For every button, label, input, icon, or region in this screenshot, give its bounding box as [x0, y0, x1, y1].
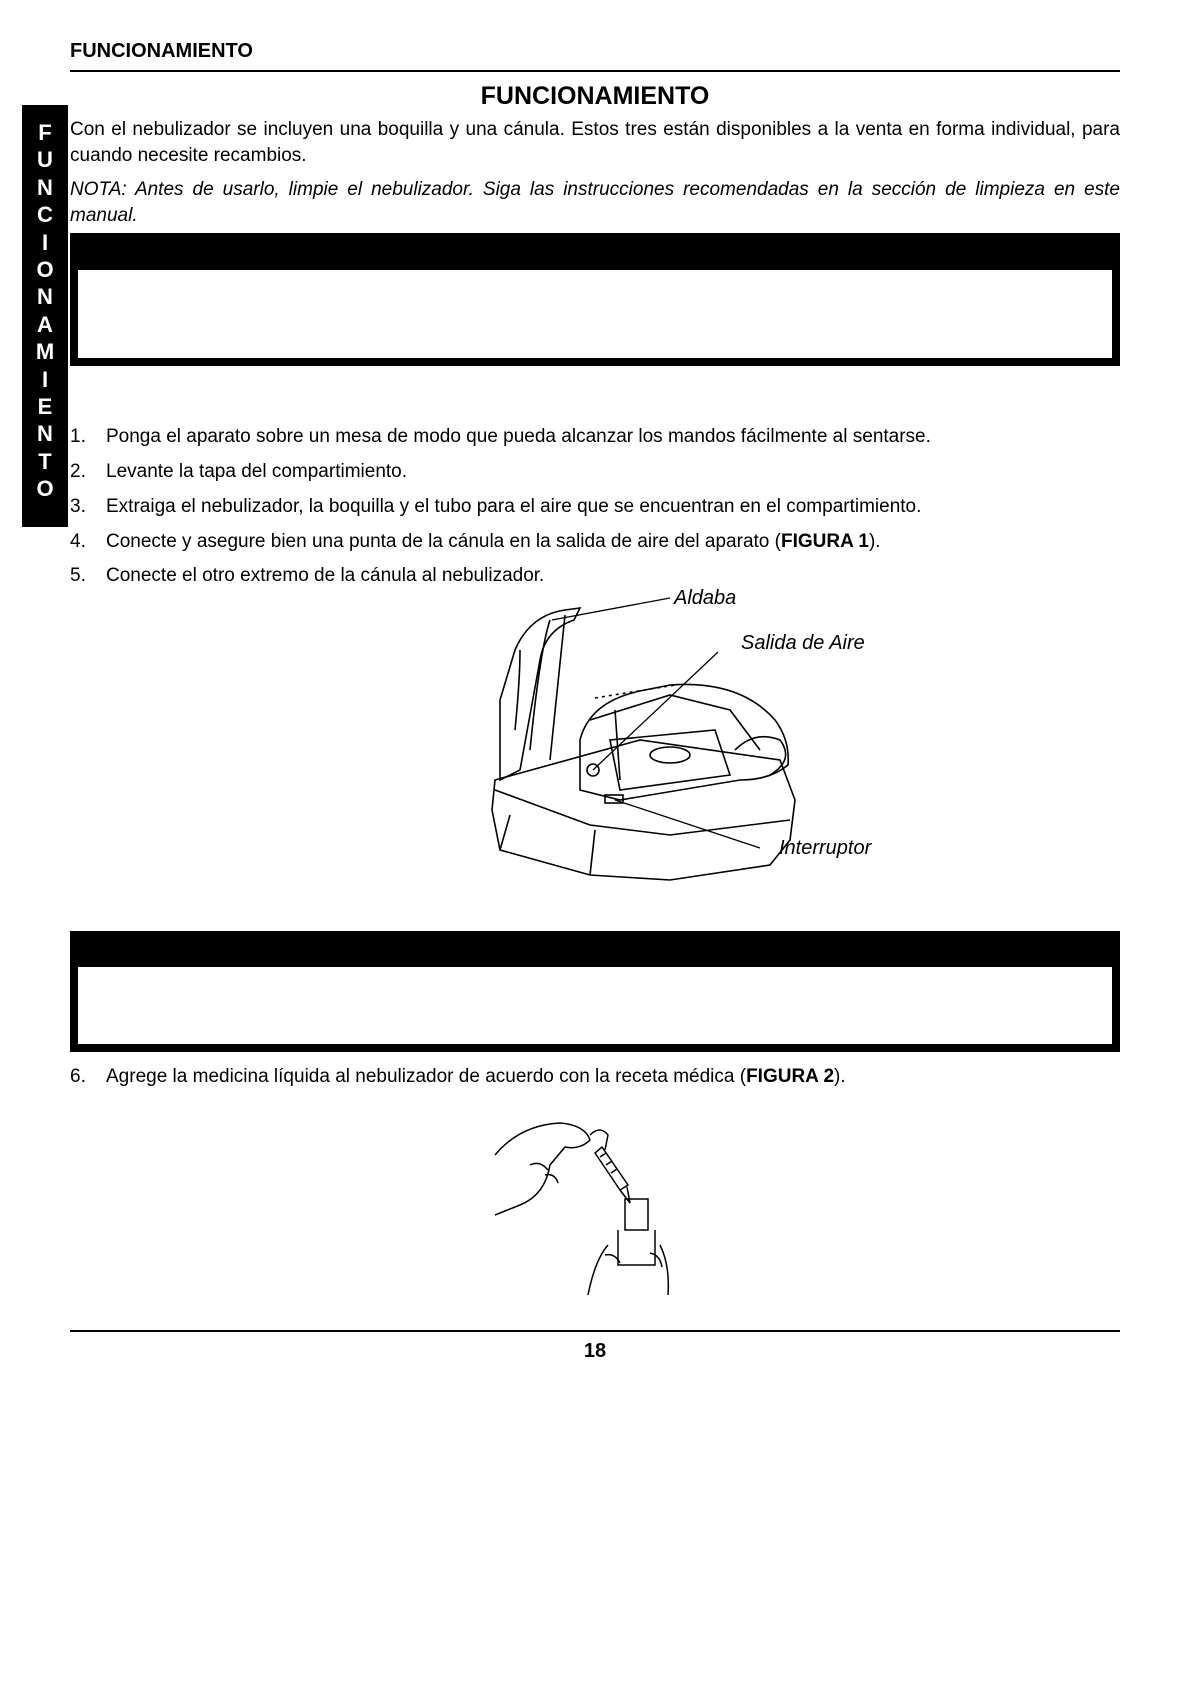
figure1-label-switch: Interruptor	[779, 837, 872, 859]
warning-box-2-body	[78, 967, 1112, 1044]
side-tab-letter: N	[37, 174, 53, 200]
page-title: FUNCIONAMIENTO	[480, 82, 710, 110]
step-text: Conecte y asegure bien una punta de la cánula en la salida de aire del aparato (	[106, 531, 781, 552]
step-number: 3.	[70, 496, 86, 517]
header-divider	[70, 70, 1120, 72]
step-3	[70, 494, 1120, 520]
side-tab-letter: T	[38, 448, 52, 474]
side-tab-letter: N	[37, 284, 53, 310]
step-text: Extraiga el nebulizador, la boquilla y el tubo para el aire que se encuentran en el compartimiento.	[106, 496, 922, 517]
note-paragraph: NOTA: Antes de usarlo, limpie el nebulizador. Siga las instrucciones recomendadas en la sección de limpieza en este manual.	[70, 179, 1120, 226]
step-4	[70, 529, 1120, 555]
step-text: Levante la tapa del compartimiento.	[106, 461, 408, 482]
side-tab-letter: U	[37, 147, 53, 173]
step-text-end: ).	[868, 531, 881, 552]
figure-reference: FIGURA 1	[780, 531, 869, 552]
step-text-end: ).	[834, 1066, 846, 1087]
step-text: Agrege la medicina líquida al nebulizador de acuerdo con la receta médica (	[106, 1066, 747, 1087]
side-section-tab	[22, 105, 68, 527]
figure1-label-latch: Aldaba	[674, 587, 737, 609]
side-tab-letter: I	[41, 366, 49, 392]
side-tab-letter: O	[36, 257, 54, 283]
step-2	[70, 459, 1120, 485]
figure-reference: FIGURA 2	[746, 1066, 835, 1087]
figure1-label-air-outlet: Salida de Aire	[741, 632, 865, 654]
header-section-title: FUNCIONAMIENTO	[70, 40, 253, 62]
warning-box-1-body	[78, 270, 1112, 358]
step-number: 2.	[70, 461, 86, 482]
side-tab-letter: I	[41, 229, 49, 255]
side-tab-letter: A	[37, 311, 53, 337]
step-text: Ponga el aparato sobre un mesa de modo que pueda alcanzar los mandos fácilmente al sentarse.	[106, 426, 931, 447]
step-number: 4.	[70, 531, 86, 552]
warning-box-1	[70, 233, 1120, 366]
side-tab-letter: O	[36, 476, 54, 502]
side-tab-letter: N	[37, 421, 53, 447]
side-tab-letter: F	[38, 120, 52, 145]
side-tab-letter: M	[35, 339, 55, 365]
side-tab-letter: E	[37, 394, 53, 420]
step-number: 6.	[70, 1066, 86, 1087]
step-number: 1.	[70, 426, 86, 447]
step-6	[70, 1064, 1120, 1090]
dropper-illustration	[490, 1095, 690, 1305]
step-number: 5.	[70, 565, 86, 586]
intro-paragraph: Con el nebulizador se incluyen una boquilla y una cánula. Estos tres están disponibles a la venta en forma individual, para cuando necesite recambios.	[70, 119, 1120, 166]
step-text: Conecte el otro extremo de la cánula al nebulizador.	[106, 565, 545, 586]
step-5	[70, 563, 1120, 589]
footer-divider	[70, 1330, 1120, 1332]
step-1	[70, 424, 1120, 450]
side-tab-letter: C	[37, 202, 53, 228]
page-number: 18	[583, 1340, 607, 1362]
warning-box-2	[70, 931, 1120, 1052]
